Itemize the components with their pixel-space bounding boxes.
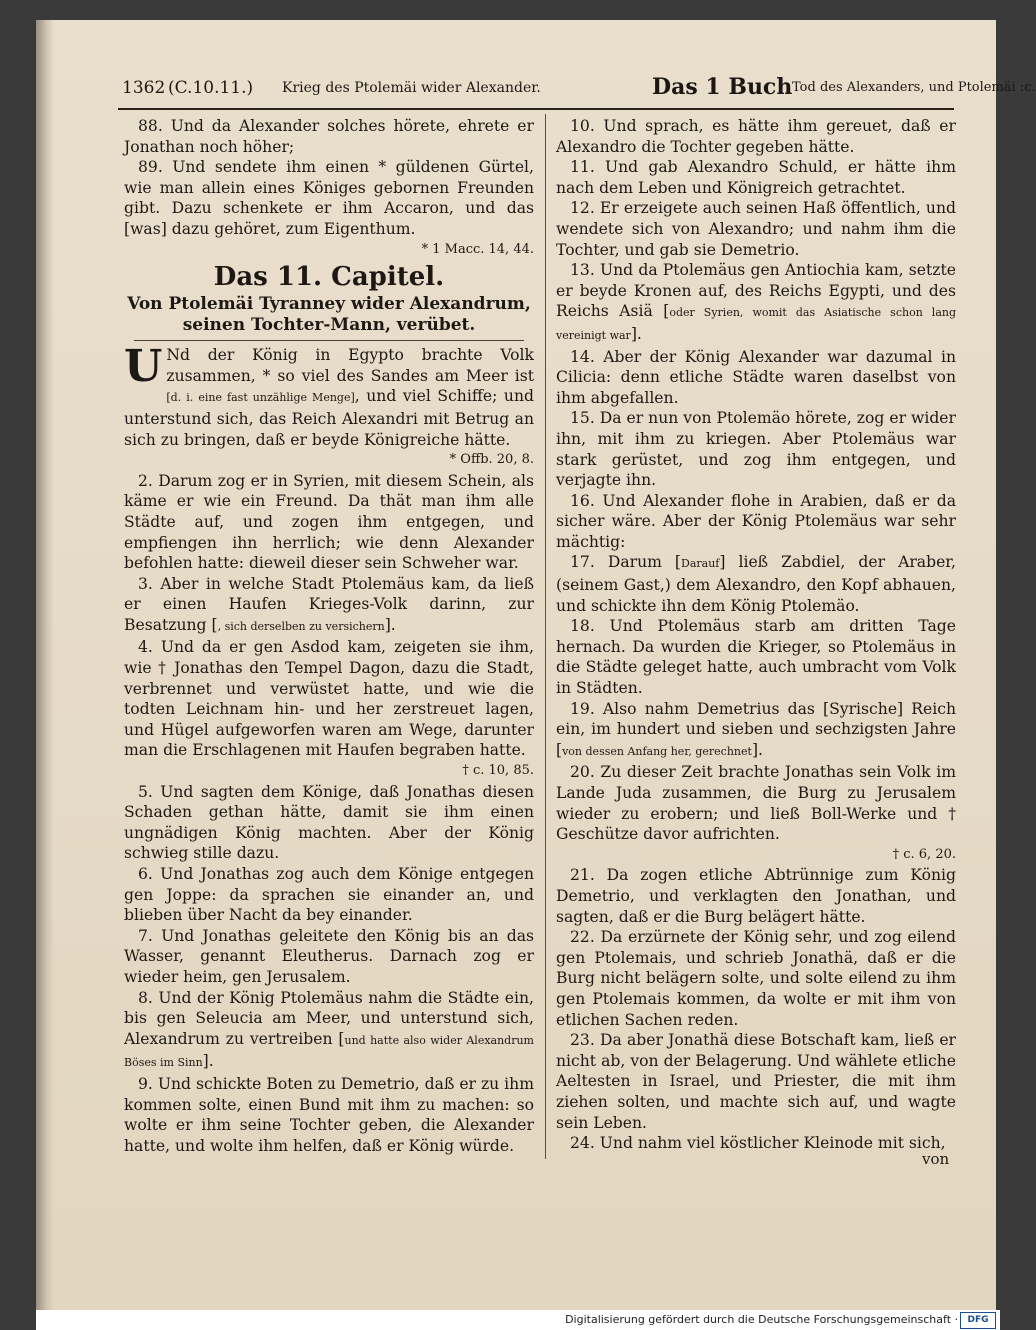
verse-3-note: , sich derselben zu versichern: [217, 619, 385, 633]
verse-23: 23. Da aber Jonathä diese Botschaft kam, ließ er nicht ab, von der Belagerung. Und wählete etliche Aeltesten in Israel, und Priester, die mit ihm ziehen solten, und machte sich auf, und wagte sein Leben.: [556, 1031, 956, 1132]
page-number: 1362: [122, 78, 166, 98]
book-title: Das 1 Buch: [652, 74, 793, 100]
verse-8-end: ].: [202, 1052, 214, 1071]
verse-19-text: 19. Also nahm Demetrius das [Syrische] Reich ein, im hundert und sieben und sechzigsten Jahre [: [556, 699, 956, 759]
verse-7: 7. Und Jonathas geleitete den König bis an das Wasser, genannt Eleutherus. Darnach zog er wieder heim, gen Jerusalem.: [124, 926, 534, 986]
chapter-summary: Von Ptolemäi Tyranney wider Alexandrum, seinen Tochter-Mann, verübet.: [127, 294, 531, 336]
summary-rule: [134, 340, 524, 341]
verse-3: [124, 574, 534, 638]
verse-3-text: 3. Aber in welche Stadt Ptolemäus kam, da ließ er einen Haufen Krieges-Volk darinn, zur Besatzung [: [124, 574, 534, 634]
verse-17-rest: ] ließ Zabdiel, der Araber, (seinem Gast,) dem Alexandro, den Kopf abhauen, und schickte ihn dem König Ptolemäo.: [556, 553, 956, 615]
verse-13-note: oder Syrien, womit das Asiatische schon lang vereinigt war: [556, 306, 957, 342]
verse-1-text: Nd der König in Egypto brachte Volk zusammen, * so viel des Sandes am Meer ist: [166, 346, 534, 385]
verse-17-text: 17. Darum [: [570, 553, 682, 572]
column-divider: [545, 114, 546, 1159]
right-column: [556, 116, 956, 1154]
verse-4: 4. Und da er gen Asdod kam, zeigeten sie ihm, wie † Jonathas den Tempel Dagon, dazu die Stadt, verbrennet und verwüstet hatte, und wie die todten Leichnam hin- und her zerstreuet lagen, und Hügel aufgeworfen waren am Wege, darunter man die Erschlagenen mit Haufen begraben hatte.: [124, 638, 534, 760]
verse-18: 18. Und Ptolemäus starb am dritten Tage hernach. Da wurden die Krieger, so Ptolemäus in die Städte geleget hatte, auch umbracht vom Volk in Städten.: [556, 617, 956, 698]
verse-17-note: Darauf: [681, 557, 720, 571]
verse-1-reference: * Offb. 20, 8.: [449, 452, 534, 468]
verse-20-reference: † c. 6, 20.: [892, 846, 956, 862]
verse-12: 12. Er erzeigete auch seinen Haß öffentlich, und wendete sich von Alexandro; und nahm ihm die Tochter, und gab sie Demetrio.: [556, 199, 956, 259]
verse-4-reference: † c. 10, 85.: [462, 763, 534, 779]
verse-21: 21. Da zogen etliche Abtrünnige zum König Demetrio, und verklagten den Jonathan, und sagten, daß er die Burg belägert hätte.: [556, 866, 956, 926]
verse-89-reference: * 1 Macc. 14, 44.: [421, 241, 534, 257]
verse-20: 20. Zu dieser Zeit brachte Jonathas sein Volk im Lande Juda zusammen, die Burg zu Jerusalem wieder zu erobern; und ließ Boll-Werke und † Geschütze davor aufrichten.: [556, 763, 956, 844]
verse-89: 89. Und sendete ihm einen * güldenen Gürtel, wie man allein eines Königes gebornen Freunden gibt. Dazu schenkete er ihm Accaron, und das [was] dazu gehöret, zum Eigenthum.: [124, 158, 534, 238]
verse-10: 10. Und sprach, es hätte ihm gereuet, daß er Alexandro die Tochter gegeben hätte.: [556, 117, 956, 156]
verse-24: 24. Und nahm viel köstlicher Kleinode mit sich,: [570, 1134, 946, 1153]
drop-cap: U: [124, 341, 163, 393]
footer-credit: Digitalisierung gefördert durch die Deutsche Forschungsgemeinschaft ·: [565, 1313, 958, 1326]
header-rule: [118, 108, 954, 110]
left-running-title: Krieg des Ptolemäi wider Alexander.: [282, 80, 541, 96]
verse-8: [124, 988, 534, 1074]
left-column: [124, 116, 534, 1156]
running-header: [122, 72, 1036, 108]
page-fold-shadow: [36, 20, 54, 1310]
verse-19-note: von dessen Anfang her, gerechnet: [562, 744, 752, 758]
verse-14: 14. Aber der König Alexander war dazumal in Cilicia: denn etliche Städte waren daselbst von ihm abgefallen.: [556, 347, 956, 407]
verse-6: 6. Und Jonathas zog auch dem Könige entgegen gen Joppe: da sprachen sie einander an, und blieben über Nacht da bey einander.: [124, 865, 534, 925]
dfg-logo: DFG: [960, 1312, 996, 1329]
catchword: von: [922, 1150, 950, 1168]
verse-13-end: ].: [630, 324, 642, 343]
verse-2: 2. Darum zog er in Syrien, mit diesem Schein, als käme er wie ein Freund. Da thät man ihm alle Städte auf, und zogen ihm entgegen, und empfiengen ihn herrlich; wie denn Alexander befohlen hatte: dieweil dieser sein Schweher war.: [124, 471, 534, 573]
verse-17: [556, 552, 956, 616]
verse-8-text: 8. Und der König Ptolemäus nahm die Städte ein, bis gen Seleucia am Meer, und unterstund sich, Alexandrum zu vertreiben [: [124, 988, 534, 1048]
verse-5: 5. Und sagten dem Könige, daß Jonathas diesen Schaden gethan hätte, damit sie ihm einen ungnädigen König machten. Aber der König schwieg stille dazu.: [124, 782, 534, 863]
verse-16: 16. Und Alexander flohe in Arabien, daß er da sicher wäre. Aber der König Ptolemäus war sehr mächtig:: [556, 491, 956, 551]
verse-11: 11. Und gab Alexandro Schuld, er hätte ihm nach dem Leben und Königreich getrachtet.: [556, 158, 956, 197]
verse-13: [556, 260, 956, 346]
verse-1: [124, 341, 534, 450]
right-running-title: Tod des Alexanders, und Ptolemäi :c.: [792, 80, 1036, 95]
chapter-reference: (C.10.11.): [168, 78, 254, 98]
verse-19-end: ].: [751, 740, 763, 759]
verse-88: 88. Und da Alexander solches hörete, ehrete er Jonathan noch höher;: [124, 117, 534, 156]
verse-3-end: ].: [384, 615, 396, 634]
verse-19: [556, 699, 956, 763]
verse-15: 15. Da er nun von Ptolemäo hörete, zog er wider ihn, mit ihm zu kriegen. Aber Ptolemäus war stark gerüstet, und zog ihm entgegen, und verjagte ihn.: [556, 409, 956, 490]
verse-22: 22. Da erzürnete der König sehr, und zog eilend gen Ptolemais, und schrieb Jonathä, daß er die Burg nicht belägern solte, und solte eilend zu ihm gen Ptolemais kommen, da wolte er mit ihm von etlichen Sachen reden.: [556, 928, 956, 1029]
verse-8-note: und hatte also wider Alexandrum Böses im Sinn: [124, 1033, 534, 1070]
verse-1-rest: , und viel Schiffe; und unterstund sich, das Reich Alexandri mit Betrug an sich zu bringen, daß er beyde Königreiche hätte.: [124, 387, 534, 449]
verse-9: 9. Und schickte Boten zu Demetrio, daß er zu ihm kommen solte, einen Bund mit ihm zu machen: so wolte er ihm seine Tochter geben, die Alexander hatte, und wolte ihm helfen, daß er König würde.: [124, 1074, 534, 1155]
verse-1-note: [d. i. eine fast unzählige Menge]: [166, 391, 355, 405]
verse-13-text: 13. Und da Ptolemäus gen Antiochia kam, setzte er beyde Kronen auf, des Reichs Egypti, und des Reichs Asiä [: [556, 261, 956, 321]
chapter-heading: Das 11. Capitel.: [213, 262, 445, 293]
digitization-footer: [36, 1310, 1000, 1330]
